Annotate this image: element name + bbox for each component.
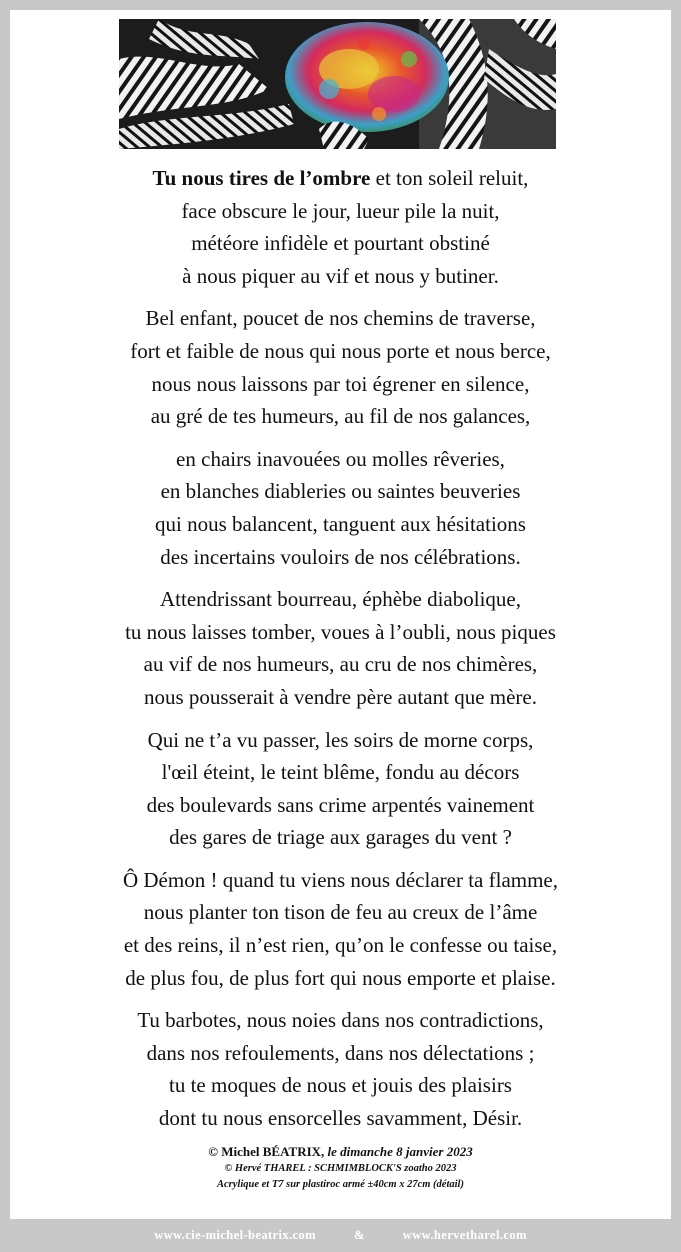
artwork-image [119,19,556,149]
poem-line: Attendrissant bourreau, éphèbe diabolique, [160,587,521,612]
author-name: © Michel BÉATRIX, [208,1144,325,1159]
stanza [10,724,671,854]
stanza [10,864,671,994]
poem-line: Tu barbotes, nous noies dans nos contradictions, [137,1008,544,1033]
poem-line: tu nous laisses tomber, voues à l’oubli, nous piques [125,619,556,644]
poem-line: et des reins, il n’est rien, qu’on le confesse ou taise, [123,933,558,958]
stanza [10,1004,671,1134]
poem-line: face obscure le jour, lueur pile la nuit, [181,198,500,223]
poem-title-phrase: Tu nous tires de l’ombre [152,166,371,190]
poem-line: nous nous laissons par toi égrener en silence, [151,371,530,396]
stanza [10,583,671,713]
poem-line: au gré de tes humeurs, au fil de nos galances, [150,404,531,429]
poem-line: des boulevards sans crime arpentés vainement [146,792,535,817]
poem-line: fort et faible de nous qui nous porte et nous berce, [130,338,551,363]
poem-line: en blanches diableries ou saintes beuveries [160,479,521,504]
poem-line: dont tu nous ensorcelles savamment, Désir. [158,1106,523,1131]
poem-line-rest: et ton soleil reluit, [370,166,529,190]
artist-credit: © Hervé THAREL : SCHMIMBLOCK'S zoatho 2023 [224,1163,457,1174]
link-hervetharel[interactable]: www.hervetharel.com [402,1228,527,1242]
sculpture-photo [119,19,556,149]
artwork-medium: Acrylique et T7 sur plastiroc armé ±40cm x 27cm (détail) [217,1179,464,1190]
stanza [10,443,671,573]
stanza [10,302,671,432]
poem-text [10,162,671,1145]
poem-line: Bel enfant, poucet de nos chemins de traverse, [145,306,536,331]
footer-separator: & [353,1228,365,1242]
poem-line: à nous piquer au vif et nous y butiner. [182,263,499,288]
poem-line: Qui ne t’a vu passer, les soirs de morne corps, [147,727,534,752]
poem-line: Ô Démon ! quand tu viens nous déclarer ta flamme, [122,867,559,892]
poem-line: météore infidèle et pourtant obstiné [191,231,490,256]
poem-line: des incertains vouloirs de nos célébrations. [160,544,521,569]
poem-line: tu te moques de nous et jouis des plaisirs [169,1073,512,1098]
poem-line: au vif de nos humeurs, au cru de nos chimères, [143,652,538,677]
footer-bar [0,1219,681,1252]
credits [10,1143,671,1193]
poem-line: l'œil éteint, le teint blême, fondu au décors [161,760,520,785]
poem-card [10,10,671,1219]
poem-line: des gares de triage aux garages du vent ? [169,825,512,850]
credit-date: le dimanche 8 janvier 2023 [324,1144,473,1159]
poem-line [10,162,671,195]
poem-line: de plus fou, de plus fort qui nous emporte et plaise. [125,965,556,990]
poem-line: nous planter ton tison de feu au creux de l’âme [143,900,538,925]
poem-line: qui nous balancent, tanguent aux hésitations [155,511,526,536]
link-cie-michel-beatrix[interactable]: www.cie-michel-beatrix.com [154,1228,316,1242]
stanza [10,162,671,292]
poem-line: dans nos refoulements, dans nos délectations ; [146,1040,535,1065]
poem-line: en chairs inavouées ou molles rêveries, [176,446,505,471]
poem-line: nous pousserait à vendre père autant que mère. [143,684,537,709]
author-credit [10,1143,671,1161]
